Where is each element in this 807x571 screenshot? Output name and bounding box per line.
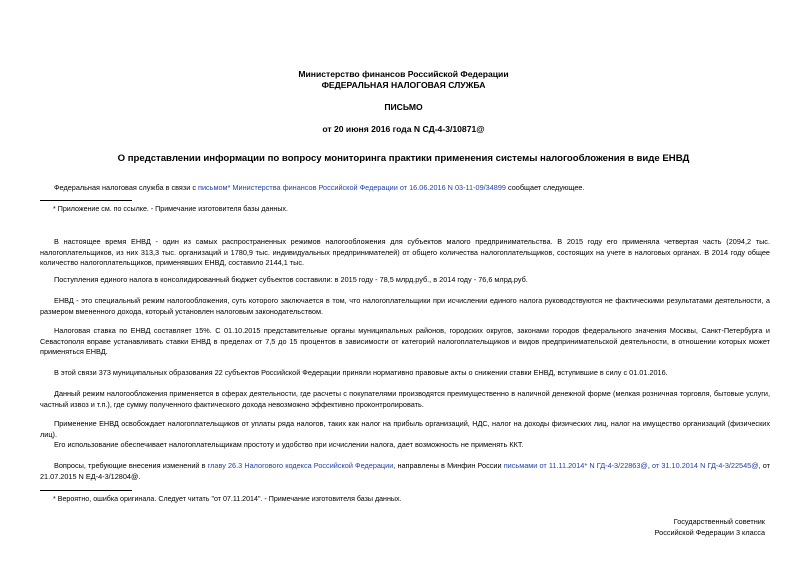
paragraph-simplicity: Его использование обеспечивает налогоплательщикам простоту и удобство при исчислении налога, дает возможность не применять ККТ. (54, 440, 524, 449)
paragraph-envd-definition: ЕНВД - это специальный режим налогообложения, суть которого заключается в том, что налогоплательщики при исчислении единого налога руководствуются не фактическими результатами деятельности, а размером вмененного дохода, который установлен налоговым законодательством. (40, 296, 770, 316)
intro-text-after: сообщает следующее. (505, 183, 585, 192)
questions-text-2: , направлены в Минфин России (393, 461, 504, 470)
paragraph-tax-rate: Налоговая ставка по ЕНВД составляет 15%. С 01.10.2015 представительные органы муниципальных районов, городских округов, законами городов федерального значения Москвы, Санкт-Петербурга и Севастополя вправе устанавливать ставки ЕНВД в пределах от 7,5 до 15 процентов в зависимости от категорий налогоплательщиков и видов предпринимательской деятельности, в отношении которых может применяться ЕНВД. (40, 326, 770, 356)
service-name: ФЕДЕРАЛЬНАЯ НАЛОГОВАЯ СЛУЖБА (321, 80, 486, 90)
paragraph-questions (40, 461, 770, 482)
footnote-divider (40, 200, 132, 201)
ministry-letter-link[interactable]: письмом* Министерства финансов Российской Федерации от 16.06.2016 N 03-11-09/34899 (198, 183, 506, 192)
tax-code-chapter-link[interactable]: главу 26.3 Налогового кодекса Российской Федерации (207, 461, 394, 470)
intro-paragraph (40, 183, 770, 194)
signature-line-1: Государственный советник (673, 517, 765, 526)
paragraph-envd-usage: В настоящее время ЕНВД - один из самых распространенных режимов налогообложения для субъектов малого предпринимательства. В 2015 году его применяла четвертая часть (2094,2 тыс. налогоплательщиков, из них 313,3 тыс. организаций и 1780,9 тыс. индивидуальных предпринимателей) от общего количества налогоплательщиков, состоящих на учете в налоговых органах. В 2014 году общее количество налогоплательщиков, применявших ЕНВД, составило 2144,1 тыс. (40, 237, 770, 267)
document-date-number: от 20 июня 2016 года N СД-4-3/10871@ (322, 124, 485, 134)
footnote-date-error: * Вероятно, ошибка оригинала. Следует читать "от 07.11.2014". - Примечание изготовителя базы данных. (53, 495, 402, 503)
document-type: ПИСЬМО (384, 102, 423, 112)
paragraph-exemptions: Применение ЕНВД освобождает налогоплательщиков от уплаты ряда налогов, таких как налог на прибыль организаций, НДС, налог на доходы физических лиц, налог на имущество организаций (физических лиц). (40, 419, 770, 439)
footnote-divider-2 (40, 490, 132, 491)
signature-line-2: Российской Федерации 3 класса (654, 528, 765, 537)
ministry-name: Министерство финансов Российской Федерации (298, 69, 509, 79)
paragraph-municipal-acts: В этой связи 373 муниципальных образования 22 субъектов Российской Федерации приняли нормативно правовые акты о снижении ставки ЕНВД, вступившие в силу с 01.01.2016. (54, 368, 668, 377)
document-title: О представлении информации по вопросу мониторинга практики применения системы налогообложения в виде ЕНВД (117, 153, 690, 164)
paragraph-scope: Данный режим налогообложения применяется в сферах деятельности, где расчеты с покупателями производятся преимущественно в наличной денежной форме (мелкая розничная торговля, бытовые услуги, частный извоз и т.п.), где сумму полученного фактического дохода невозможно эффективно проконтролировать. (40, 389, 770, 409)
letter-2014-10-31-link[interactable]: от 31.10.2014 N ГД-4-3/22545@ (652, 461, 759, 470)
questions-text-4: , от 21.07.2015 N ЕД-4-3/12804@. (40, 461, 771, 481)
questions-text-1: Вопросы, требующие внесения изменений в (54, 461, 208, 470)
intro-text-before: Федеральная налоговая служба в связи с (54, 183, 198, 192)
signature-block (655, 516, 765, 538)
paragraph-revenue: Поступления единого налога в консолидированный бюджет субъектов составили: в 2015 году - 78,5 млрд.руб., в 2014 году - 76,6 млрд.руб. (54, 275, 528, 284)
footnote-attachment: * Приложение см. по ссылке. - Примечание изготовителя базы данных. (53, 205, 288, 213)
letter-2014-11-11-link[interactable]: письмами от 11.11.2014* N ГД-4-3/22863@ (503, 461, 648, 470)
questions-text-3: , (647, 461, 653, 470)
